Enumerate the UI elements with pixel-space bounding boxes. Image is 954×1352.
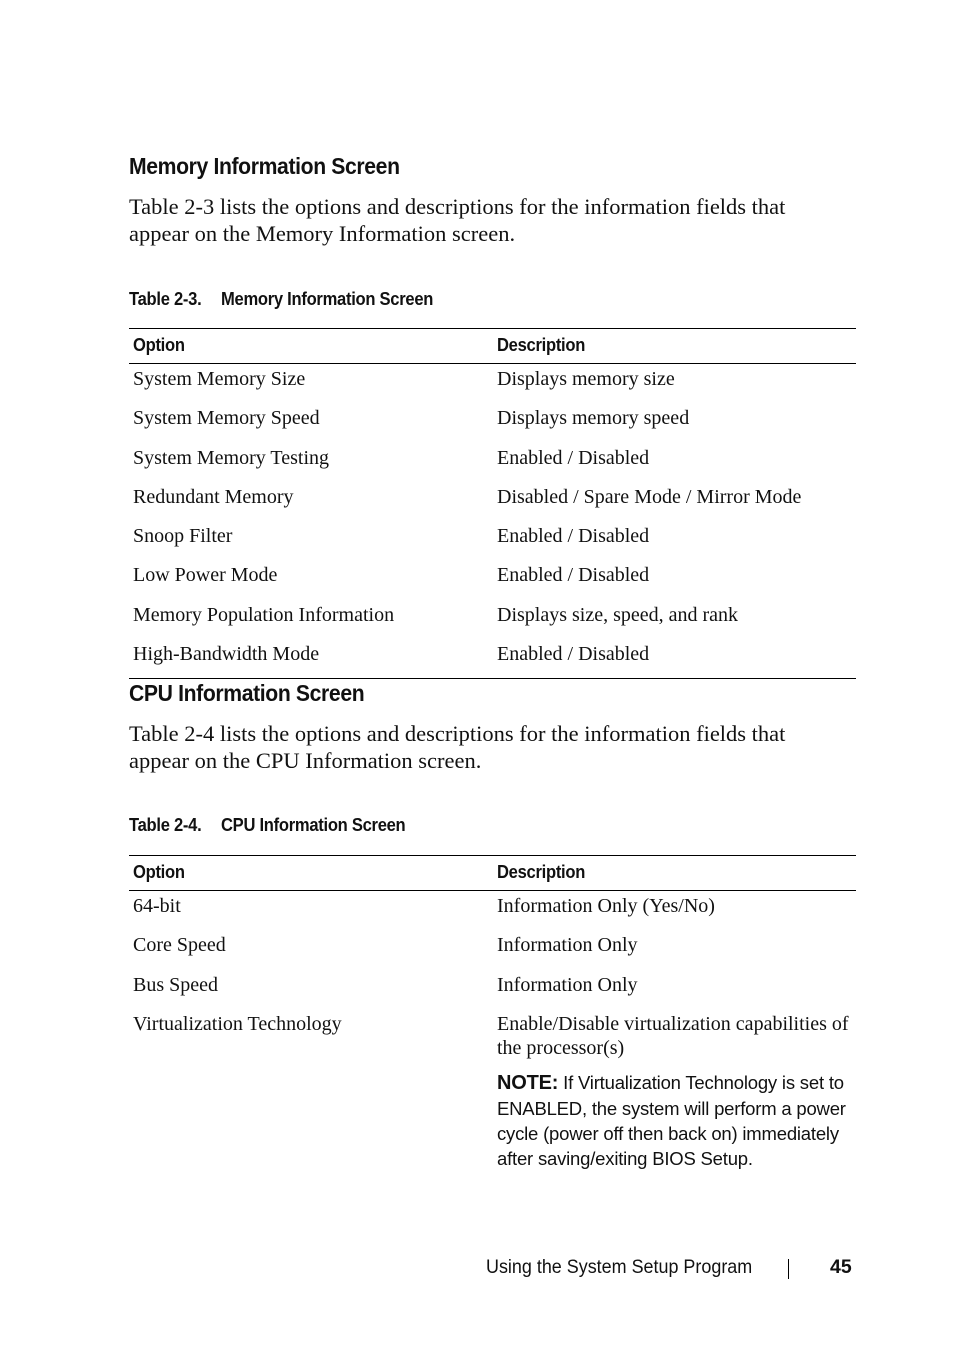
footer-section-title: Using the System Setup Program <box>486 1256 753 1278</box>
page-number: 45 <box>830 1256 852 1278</box>
option-text: Memory Population Information <box>133 603 395 626</box>
description-cell <box>493 521 856 560</box>
table-header-row <box>129 329 856 364</box>
option-cell <box>129 600 493 639</box>
option-text: Redundant Memory <box>133 485 294 508</box>
description-text: Displays memory speed <box>497 407 690 430</box>
table-row <box>129 600 856 639</box>
description-text: Information Only <box>497 934 638 957</box>
option-cell <box>129 443 493 482</box>
table-row <box>129 1009 856 1171</box>
option-text: Snoop Filter <box>133 525 233 548</box>
table-row <box>129 521 856 560</box>
table-row <box>129 364 856 404</box>
description-cell <box>493 1009 856 1171</box>
column-header-description: Description <box>497 861 586 882</box>
option-text: System Memory Size <box>133 368 306 390</box>
description-text: Enabled / Disabled <box>497 564 650 587</box>
description-cell <box>493 639 856 679</box>
table-2-3-caption <box>129 289 433 310</box>
option-cell <box>129 521 493 560</box>
table-2-4-caption-title: CPU Information Screen <box>221 815 406 835</box>
option-cell <box>129 403 493 442</box>
option-cell <box>129 970 493 1009</box>
description-cell <box>493 403 856 442</box>
memory-section-intro: Table 2-3 lists the options and descriptions for the information fields that appear on the Memory Information screen. <box>129 194 786 246</box>
table-2-4-caption <box>129 815 405 836</box>
memory-info-table <box>129 328 856 679</box>
option-cell <box>129 560 493 599</box>
option-text: Low Power Mode <box>133 564 278 587</box>
description-cell <box>493 600 856 639</box>
option-text: Core Speed <box>133 934 226 957</box>
note-label: NOTE: <box>497 1071 559 1094</box>
table-2-3-caption-title: Memory Information Screen <box>221 289 434 309</box>
description-cell <box>493 560 856 599</box>
description-text: Enabled / Disabled <box>497 446 650 469</box>
option-cell <box>129 891 493 931</box>
option-text: System Memory Testing <box>133 446 330 469</box>
table-2-3-caption-number: Table 2-3. <box>129 289 202 309</box>
description-cell <box>493 970 856 1009</box>
description-text: Disabled / Spare Mode / Mirror Mode <box>497 485 802 508</box>
column-header-description: Description <box>497 334 586 355</box>
description-cell <box>493 930 856 969</box>
note-text: If Virtualization Technology is set to ENABLED, the system will perform a power cycle (power off then back on) immediately after saving/exiting BIOS Setup. <box>497 1071 846 1169</box>
memory-section-heading: Memory Information Screen <box>129 153 400 179</box>
table-row <box>129 970 856 1009</box>
table-row <box>129 891 856 931</box>
table-row <box>129 639 856 679</box>
option-cell <box>129 930 493 969</box>
option-text: System Memory Speed <box>133 407 320 430</box>
cpu-section-intro: Table 2-4 lists the options and descriptions for the information fields that appear on the CPU Information screen. <box>129 721 786 773</box>
description-cell <box>493 364 856 404</box>
column-header-option: Option <box>133 334 185 355</box>
table-header-row <box>129 856 856 891</box>
option-cell <box>129 1009 493 1171</box>
table-2-4-caption-number: Table 2-4. <box>129 815 202 835</box>
description-text: Displays size, speed, and rank <box>497 603 739 626</box>
note-block <box>497 1070 852 1171</box>
cpu-info-table <box>129 855 856 1171</box>
description-cell <box>493 891 856 931</box>
option-text: 64-bit <box>133 895 181 917</box>
table-row <box>129 403 856 442</box>
description-cell <box>493 443 856 482</box>
option-text: Bus Speed <box>133 973 218 996</box>
description-text: Information Only <box>497 973 638 996</box>
option-cell <box>129 482 493 521</box>
table-row <box>129 482 856 521</box>
option-cell <box>129 639 493 679</box>
description-text: Displays memory size <box>497 368 675 390</box>
option-text: Virtualization Technology <box>133 1012 342 1035</box>
table-row <box>129 560 856 599</box>
description-text: Enabled / Disabled <box>497 643 650 666</box>
description-text: Enable/Disable virtualization capabilities of the processor(s) <box>497 1012 849 1059</box>
footer-divider <box>788 1259 789 1279</box>
cpu-section-heading: CPU Information Screen <box>129 680 365 706</box>
description-text: Enabled / Disabled <box>497 525 650 548</box>
description-text: Information Only (Yes/No) <box>497 895 715 917</box>
option-cell <box>129 364 493 404</box>
table-row <box>129 443 856 482</box>
table-row <box>129 930 856 969</box>
option-text: High-Bandwidth Mode <box>133 643 320 666</box>
description-cell <box>493 482 856 521</box>
column-header-option: Option <box>133 861 185 882</box>
